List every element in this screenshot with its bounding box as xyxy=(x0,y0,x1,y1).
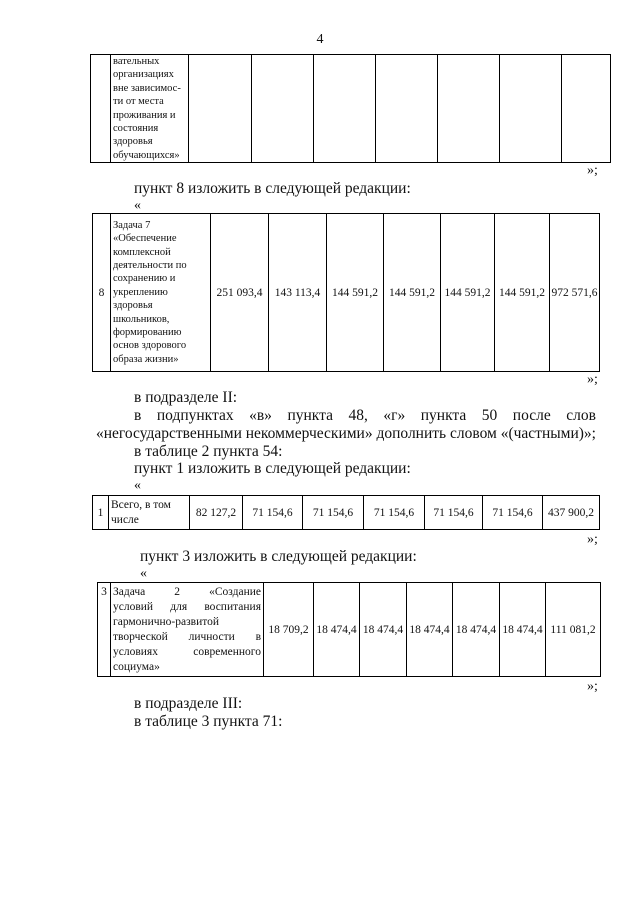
task-line: Задача 7 xyxy=(113,219,151,231)
value-cell: 111 081,2 xyxy=(546,583,601,677)
task-line: деятельности по xyxy=(113,259,187,271)
paragraph-line: в подразделе III: xyxy=(134,695,243,712)
table-cell xyxy=(314,55,376,163)
word: после xyxy=(512,407,551,424)
task-line: здоровья xyxy=(113,300,153,312)
page-number: 4 xyxy=(316,32,324,47)
row-number: 1 xyxy=(93,496,109,530)
value-cell: 251 093,4 xyxy=(211,214,269,372)
value-cell: 18 474,4 xyxy=(360,583,407,677)
task-line: условиях современного xyxy=(113,646,261,658)
task-line: ти от места xyxy=(113,96,164,108)
word: пункта xyxy=(287,407,333,424)
task-line: социума» xyxy=(113,661,160,673)
word: подпунктах xyxy=(156,407,234,424)
task-line: числе xyxy=(111,513,139,526)
table-a-task-cell xyxy=(111,55,189,163)
paragraph-line: в таблице 2 пункта 54: xyxy=(134,443,283,460)
opening-quote: « xyxy=(134,198,141,213)
value-cell: 71 154,6 xyxy=(243,496,303,530)
paragraph-justified-line xyxy=(134,407,596,425)
value-cell: 71 154,6 xyxy=(425,496,483,530)
paragraph-line: в таблице 3 пункта 71: xyxy=(134,713,283,730)
paragraph-line: пункт 3 изложить в следующей редакции: xyxy=(140,548,417,565)
word: «в» xyxy=(249,407,272,424)
value-cell: 144 591,2 xyxy=(495,214,550,372)
task-line: укреплению xyxy=(113,286,168,298)
task-line: обучающихся» xyxy=(113,149,180,161)
task-line: Всего, в том xyxy=(111,498,171,511)
value-cell: 144 591,2 xyxy=(384,214,441,372)
closing-quote: »; xyxy=(587,679,598,694)
paragraph-line: пункт 1 изложить в следующей редакции: xyxy=(134,460,411,477)
row-number: 3 xyxy=(98,583,111,677)
closing-quote: »; xyxy=(587,532,598,547)
value-cell: 143 113,4 xyxy=(269,214,327,372)
table-cell xyxy=(500,55,562,163)
value-cell: 18 709,2 xyxy=(264,583,314,677)
task-line: здоровья xyxy=(113,136,153,148)
word: пункта xyxy=(420,407,467,424)
word: 50 xyxy=(481,407,498,424)
table-cell xyxy=(376,55,438,163)
word: «г» xyxy=(383,407,406,424)
value-cell: 71 154,6 xyxy=(364,496,425,530)
task-line: формированию xyxy=(113,327,182,339)
value-cell: 71 154,6 xyxy=(303,496,364,530)
row-number: 8 xyxy=(93,214,111,372)
table-cell xyxy=(189,55,252,163)
paragraph-line: в подразделе II: xyxy=(134,389,238,406)
table-cell xyxy=(438,55,500,163)
task-line: «Обеспечение xyxy=(113,233,177,245)
table-a xyxy=(90,54,611,163)
value-cell: 144 591,2 xyxy=(441,214,495,372)
task-line: вне зависимос- xyxy=(113,82,181,94)
task-line: проживания и xyxy=(113,109,176,121)
table-c-task-cell xyxy=(109,496,190,530)
closing-quote: »; xyxy=(587,163,598,178)
table-c xyxy=(92,495,600,530)
task-line: состояния xyxy=(113,123,159,135)
paragraph-line: «негосударственными некоммерческими» дополнить словом «(частными)»; xyxy=(96,425,596,442)
value-cell: 18 474,4 xyxy=(407,583,453,677)
table-b-task-cell xyxy=(111,214,211,372)
task-line: творческой личности в xyxy=(113,631,261,643)
table-cell xyxy=(562,55,611,163)
value-cell: 18 474,4 xyxy=(314,583,360,677)
table-b xyxy=(92,213,600,372)
value-cell: 18 474,4 xyxy=(453,583,500,677)
value-cell: 972 571,6 xyxy=(550,214,600,372)
table-cell xyxy=(252,55,314,163)
value-cell: 18 474,4 xyxy=(500,583,546,677)
word: слов xyxy=(566,407,596,424)
task-line: Задача 2 «Создание xyxy=(113,586,261,598)
table-a-rownum-cell xyxy=(91,55,111,163)
task-line: сохранению и xyxy=(113,273,176,285)
task-line: образа жизни» xyxy=(113,353,179,365)
value-cell: 82 127,2 xyxy=(190,496,243,530)
table-d-task-cell xyxy=(111,583,264,677)
word: 48, xyxy=(348,407,368,424)
task-line: школьников, xyxy=(113,313,170,325)
task-line: гармонично-развитой xyxy=(113,616,220,628)
task-line: основ здорового xyxy=(113,340,187,352)
paragraph-line: пункт 8 изложить в следующей редакции: xyxy=(134,180,411,197)
closing-quote: »; xyxy=(587,372,598,387)
table-d xyxy=(97,582,601,677)
opening-quote: « xyxy=(134,478,141,493)
task-line: вательных xyxy=(113,56,160,67)
value-cell: 71 154,6 xyxy=(483,496,543,530)
task-line: комплексной xyxy=(113,246,171,258)
word: в xyxy=(134,407,142,424)
opening-quote: « xyxy=(140,566,147,581)
task-line: организациях xyxy=(113,69,174,81)
value-cell: 144 591,2 xyxy=(327,214,384,372)
value-cell: 437 900,2 xyxy=(543,496,600,530)
task-line: условий для воспитания xyxy=(113,601,261,613)
